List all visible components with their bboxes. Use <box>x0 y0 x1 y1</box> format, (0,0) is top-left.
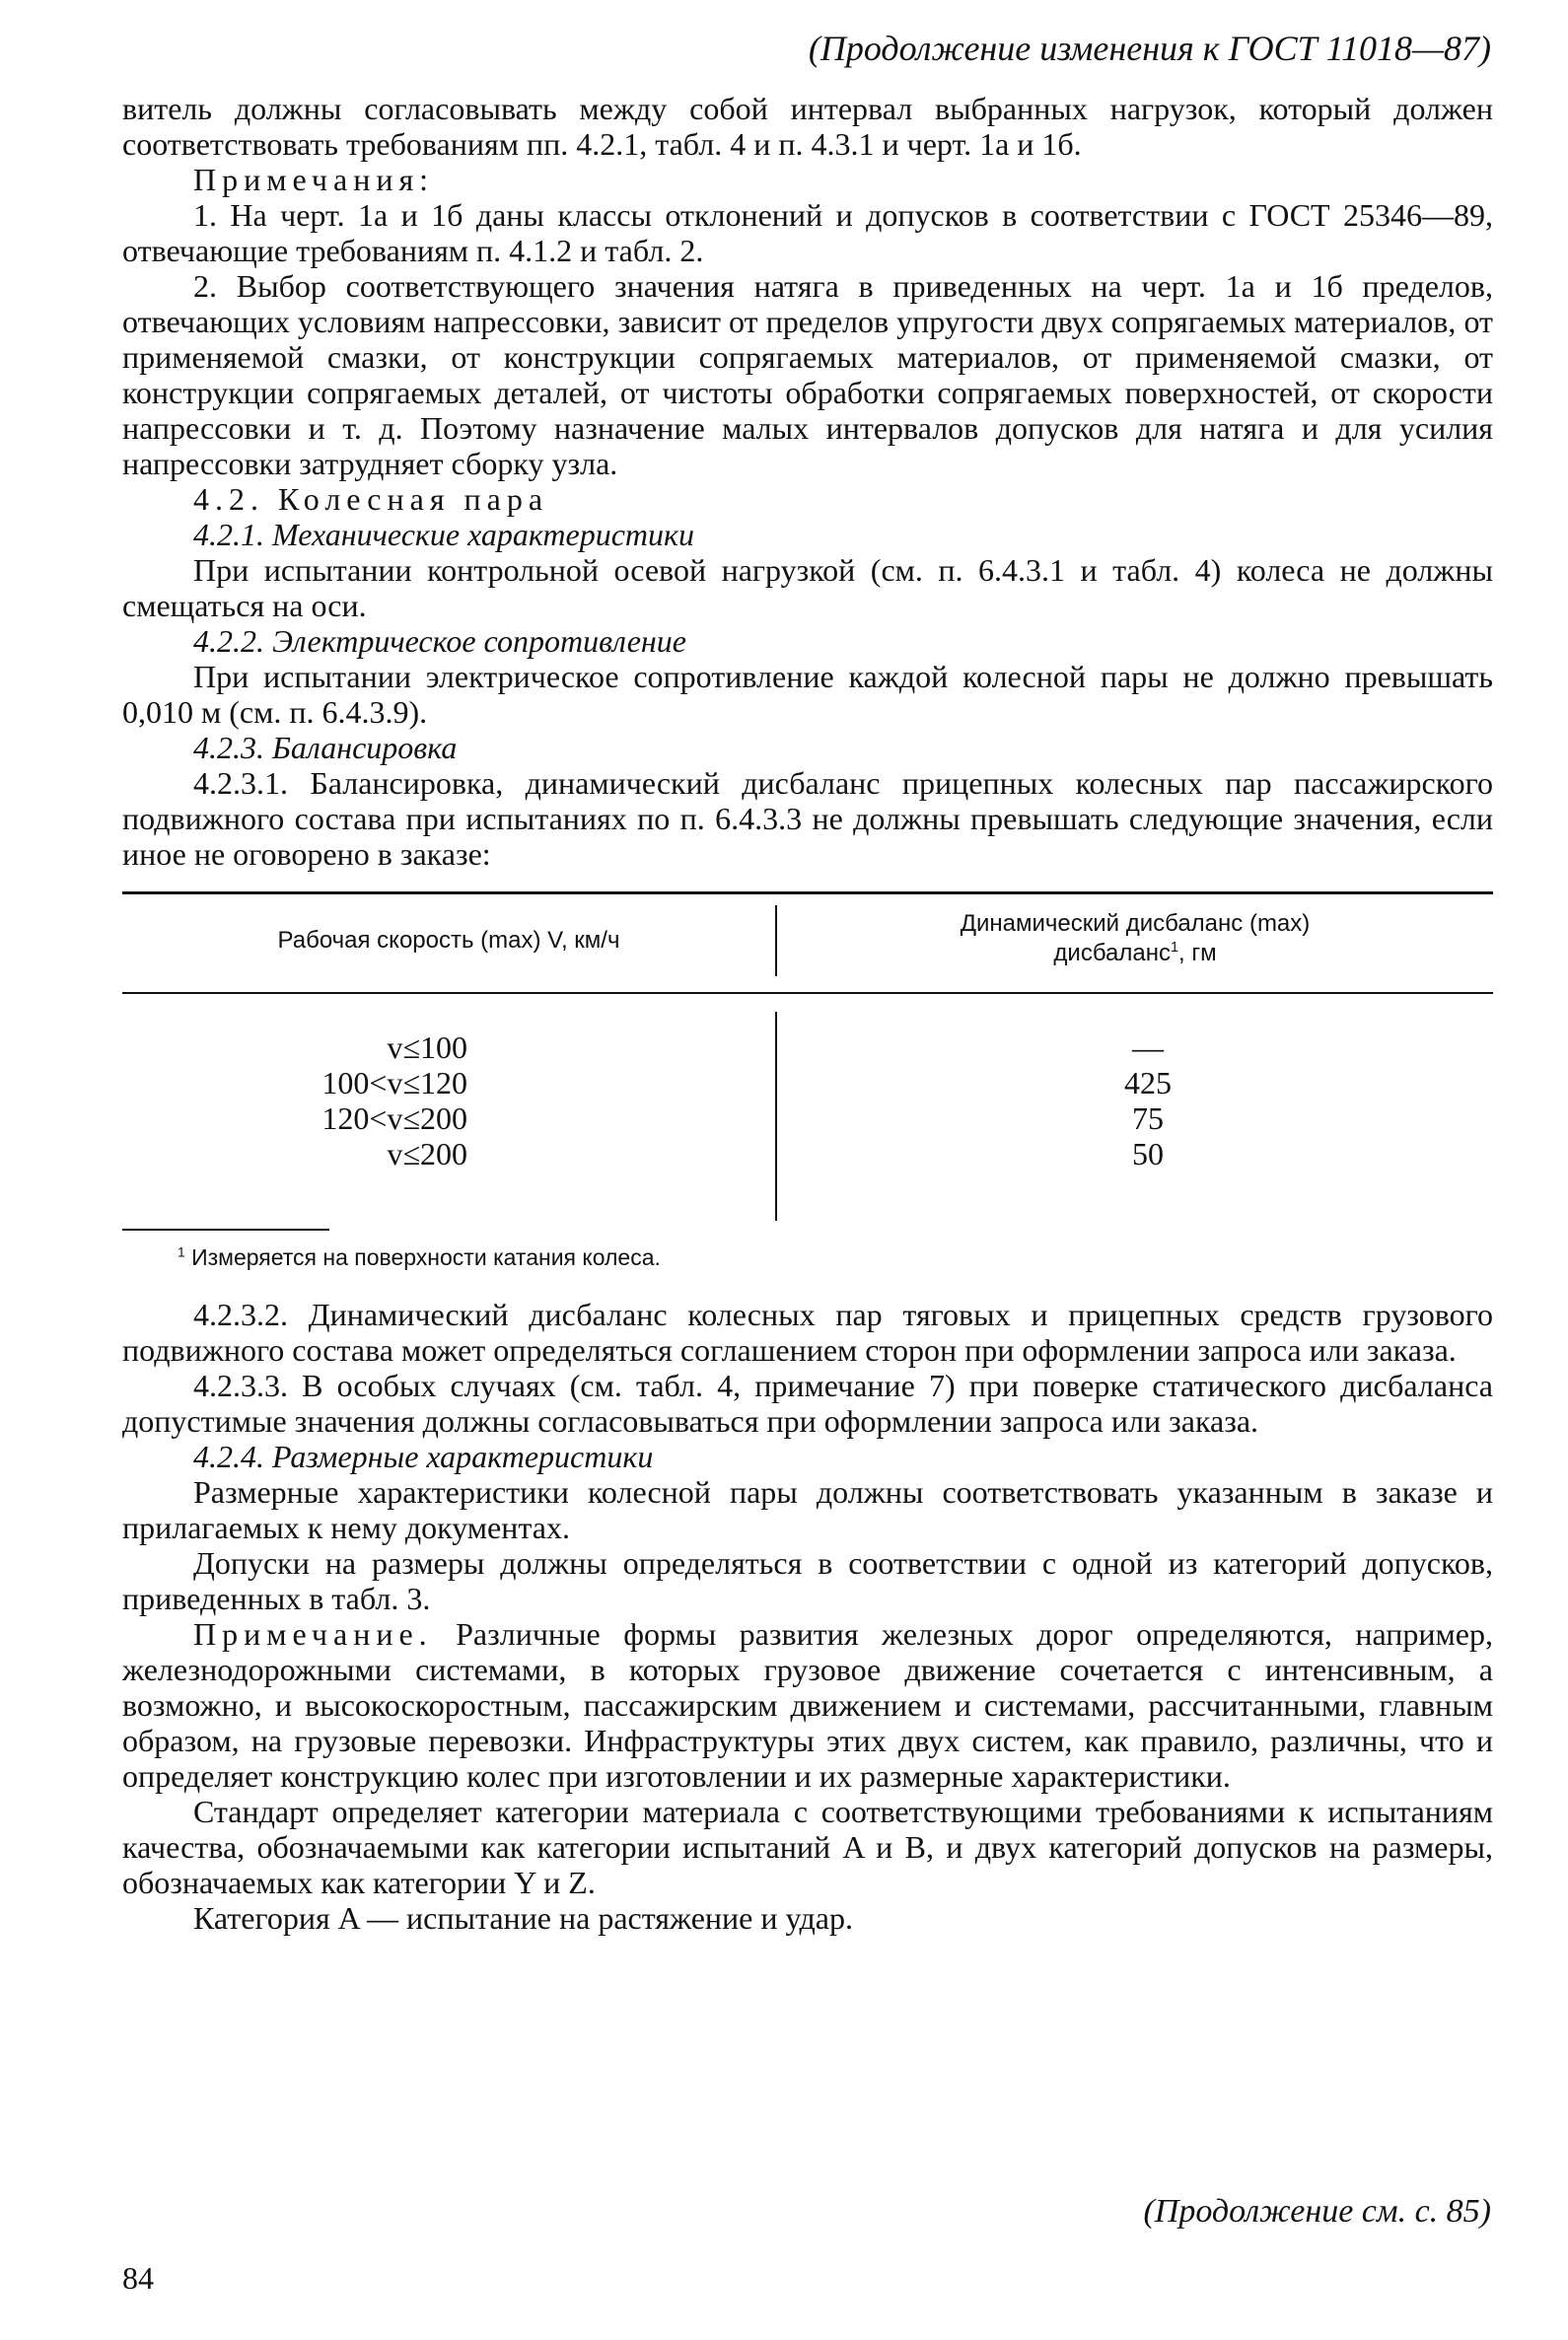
section-4-2-1-heading: 4.2.1. Механические характеристики <box>193 517 694 552</box>
table-speed-column <box>321 1029 467 1171</box>
table-header-rule <box>122 992 1493 994</box>
body-text <box>122 91 1493 1936</box>
notes-title: Примечания: <box>193 162 435 197</box>
note-label: Примечание. <box>193 1616 433 1652</box>
table-cell-value: — <box>1132 1029 1164 1065</box>
category-a-text: Категория A — испытание на растяжение и удар. <box>193 1900 853 1936</box>
table-body-divider <box>775 1012 777 1221</box>
note-text: Различные формы развития железных дорог определяются, например, железнодорожными системами, в которых грузовое движение сочетается с интенсивным, а возможно, и высокоскоростным, пассажирским движением и системами, рассчитанными, главным образом, на грузовые перевозки. Инфраструктуры этих двух систем, как правило, различны, что и определяет конструкцию колес при изготовлении и их размерные характеристики. <box>122 1616 1493 1794</box>
table-cell-value: 75 <box>1132 1100 1164 1136</box>
footnote-rule <box>122 1229 329 1231</box>
note-2: 2. Выбор соответствующего значения натяга в приведенных на черт. 1а и 1б пределов, отвечающих условиям напрессовки, зависит от пределов упругости двух сопрягаемых материалов, от применяемой смазки, от конструкции сопрягаемых материалов, от применяемой смазки, от конструкции сопрягаемых деталей, от чистоты обработки сопрягаемых поверхностей, от скорости напрессовки и т. д. Поэтому назначение малых интервалов допусков для натяга и для усилия напрессовки затрудняет сборку узла. <box>122 268 1493 481</box>
table-top-rule <box>122 891 1493 894</box>
running-header: (Продолжение изменения к ГОСТ 11018—87) <box>808 29 1491 68</box>
table-cell-speed: 100<v≤120 <box>321 1065 467 1100</box>
section-4-2-1-text: При испытании контрольной осевой нагрузкой (см. п. 6.4.3.1 и табл. 4) колеса не должны смещаться на оси. <box>122 552 1493 623</box>
table-cell-value: 50 <box>1132 1136 1164 1171</box>
section-4-2-4-text-2: Допуски на размеры должны определяться в соответствии с одной из категорий допусков, приведенных в табл. 3. <box>122 1545 1493 1616</box>
section-4-2-heading: 4.2. Колесная пара <box>193 481 549 517</box>
table-cell-speed: v≤200 <box>387 1136 467 1171</box>
note-paragraph <box>122 1616 1493 1794</box>
table-value-column <box>1069 1029 1227 1171</box>
table-cell-speed: 120<v≤200 <box>321 1100 467 1136</box>
footnote <box>178 1244 1493 1271</box>
footnote-mark: 1 <box>178 1244 185 1260</box>
section-4-2-3-heading: 4.2.3. Балансировка <box>193 730 458 765</box>
table-header-imbalance-line2: дисбаланс$^1$, гм <box>1053 940 1217 966</box>
footnote-ref: 1 <box>1170 940 1178 956</box>
section-4-2-2-text: При испытании электрическое сопротивление каждой колесной пары не должно превышать 0,010 м (см. п. 6.4.3.9). <box>122 659 1493 730</box>
standard-text: Стандарт определяет категории материала с соответствующими требованиями к испытаниям качества, обозначаемыми как категории испытаний A и B, и двух категорий допусков на размеры, обозначаемых как категории Y и Z. <box>122 1794 1493 1900</box>
table-cell-value: 425 <box>1124 1065 1172 1100</box>
table-header-imbalance-line1: Динамический дисбаланс (max) <box>960 910 1311 937</box>
table-header-imbalance <box>777 909 1493 968</box>
continuation-note: (Продолжение см. с. 85) <box>1143 2193 1491 2230</box>
section-4-2-3-2-text: 4.2.3.2. Динамический дисбаланс колесных пар тяговых и прицепных средств грузового подвижного состава может определяться соглашением сторон при оформлении запроса или заказа. <box>122 1297 1493 1368</box>
page-number: 84 <box>122 2260 154 2296</box>
section-4-2-4-heading: 4.2.4. Размерные характеристики <box>193 1439 654 1474</box>
table-header-speed: Рабочая скорость (max) V, км/ч <box>277 927 620 954</box>
balance-table <box>122 884 1493 1229</box>
section-4-2-3-3-text: 4.2.3.3. В особых случаях (см. табл. 4, примечание 7) при поверке статического дисбаланса допустимые значения должны согласовываться при оформлении запроса или заказа. <box>122 1368 1493 1439</box>
note-1: 1. На черт. 1а и 1б даны классы отклонений и допусков в соответствии с ГОСТ 25346—89, отвечающие требованиям п. 4.1.2 и табл. 2. <box>122 197 1493 268</box>
section-4-2-2-heading: 4.2.2. Электрическое сопротивление <box>193 623 686 659</box>
table-cell-speed: v≤100 <box>387 1029 467 1065</box>
footnote-text: Измеряется на поверхности катания колеса. <box>191 1244 661 1270</box>
section-4-2-3-1-text: 4.2.3.1. Балансировка, динамический дисбаланс прицепных колесных пар пассажирского подвижного состава при испытаниях по п. 6.4.3.3 не должны превышать следующие значения, если иное не оговорено в заказе: <box>122 765 1493 872</box>
paragraph-intro: витель должны согласовывать между собой интервал выбранных нагрузок, который должен соответствовать требованиям пп. 4.2.1, табл. 4 и п. 4.3.1 и черт. 1а и 1б. <box>122 91 1493 162</box>
section-4-2-4-text-1: Размерные характеристики колесной пары должны соответствовать указанным в заказе и прилагаемых к нему документах. <box>122 1474 1493 1545</box>
